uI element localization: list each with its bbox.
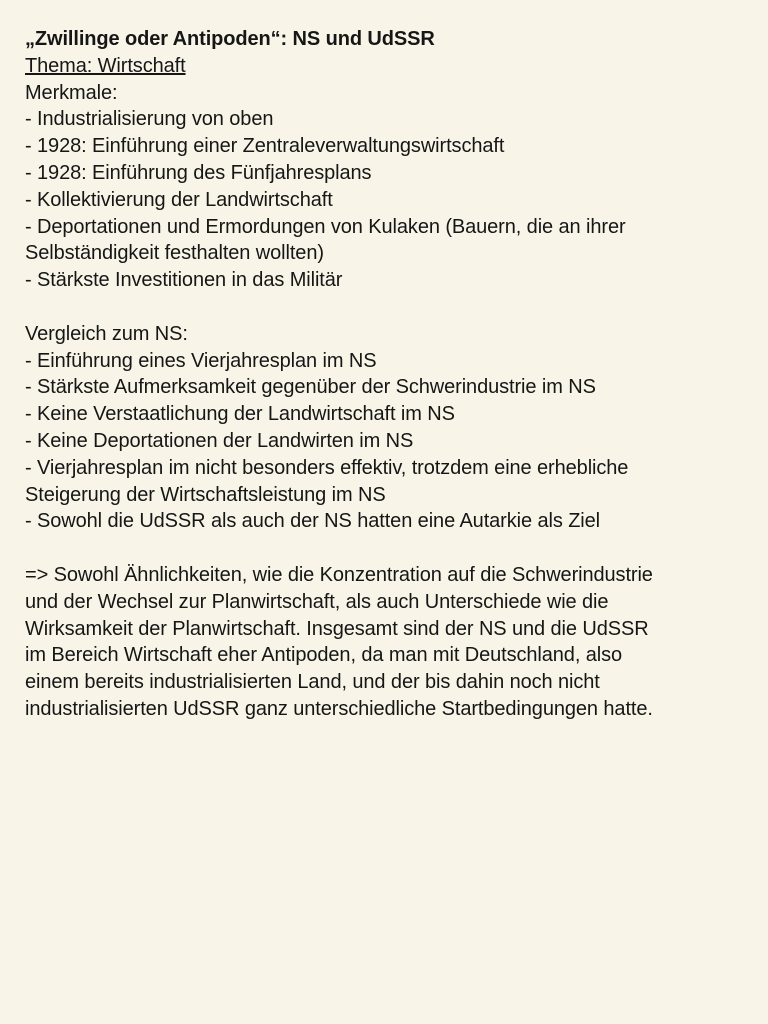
conclusion-line: industrialisierten UdSSR ganz unterschiedliche Startbedingungen hatte. — [25, 697, 653, 720]
comparison-line: - Keine Deportationen der Landwirten im NS — [25, 429, 414, 452]
conclusion-paragraph — [25, 562, 753, 723]
feature-line: - Industrialisierung von oben — [25, 108, 274, 131]
note-document — [25, 26, 753, 723]
comparison-heading: Vergleich zum NS: — [25, 322, 188, 345]
comparison-list — [25, 348, 753, 536]
page-title: „Zwillinge oder Antipoden“: NS und UdSSR — [25, 28, 435, 50]
paragraph-spacer — [25, 294, 753, 321]
feature-line: - 1928: Einführung einer Zentraleverwaltungswirtschaft — [25, 135, 505, 158]
feature-line: - 1928: Einführung des Fünfjahresplans — [25, 161, 372, 184]
features-heading: Merkmale: — [25, 81, 118, 104]
comparison-line: - Stärkste Aufmerksamkeit gegenüber der Schwerindustrie im NS — [25, 376, 596, 399]
conclusion-line: einem bereits industrialisierten Land, und der bis dahin noch nicht — [25, 671, 600, 694]
comparison-line: - Sowohl die UdSSR als auch der NS hatten eine Autarkie als Ziel — [25, 510, 601, 533]
comparison-line: - Einführung eines Vierjahresplan im NS — [25, 349, 377, 372]
feature-line: - Kollektivierung der Landwirtschaft — [25, 188, 333, 211]
conclusion-line: => Sowohl Ähnlichkeiten, wie die Konzentration auf die Schwerindustrie — [25, 563, 653, 586]
comparison-line: - Vierjahresplan im nicht besonders effektiv, trotzdem eine erhebliche — [25, 456, 629, 479]
feature-line: Selbständigkeit festhalten wollten) — [25, 242, 324, 265]
conclusion-line: und der Wechsel zur Planwirtschaft, als auch Unterschiede wie die — [25, 590, 609, 613]
feature-line: - Deportationen und Ermordungen von Kulaken (Bauern, die an ihrer — [25, 215, 626, 238]
feature-line: - Stärkste Investitionen in das Militär — [25, 269, 343, 292]
comparison-line: - Keine Verstaatlichung der Landwirtschaft im NS — [25, 403, 455, 426]
comparison-line: Steigerung der Wirtschaftsleistung im NS — [25, 483, 386, 506]
conclusion-line: im Bereich Wirtschaft eher Antipoden, da man mit Deutschland, also — [25, 644, 623, 667]
topic-heading: Thema: Wirtschaft — [25, 54, 186, 77]
conclusion-line: Wirksamkeit der Planwirtschaft. Insgesamt sind der NS und die UdSSR — [25, 617, 649, 640]
paragraph-spacer — [25, 535, 753, 562]
features-list — [25, 106, 753, 294]
